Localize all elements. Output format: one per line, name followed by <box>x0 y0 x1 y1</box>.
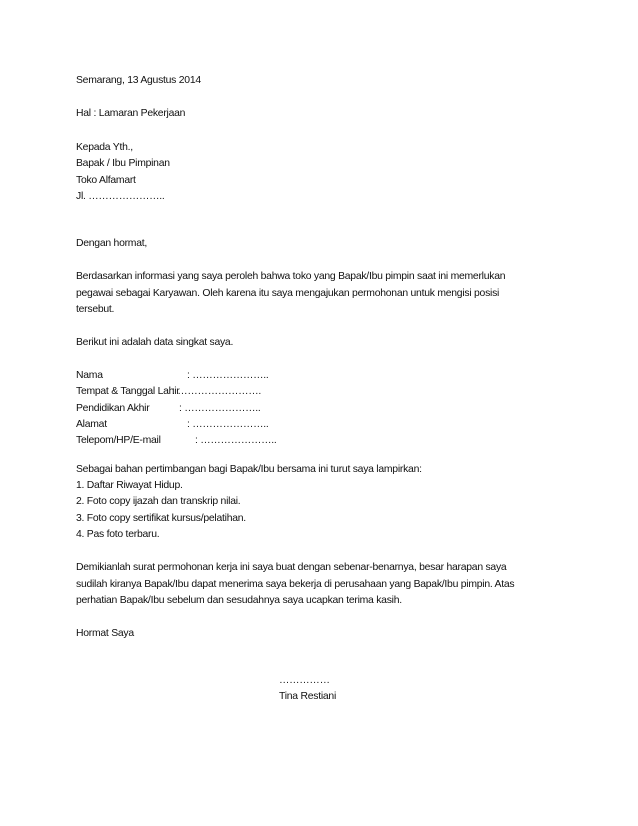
letter-date: Semarang, 13 Agustus 2014 <box>76 75 201 86</box>
intro-line: Berdasarkan informasi yang saya peroleh bahwa toko yang Bapak/Ibu pimpin saat ini memerlukan <box>76 271 506 282</box>
field-label: Nama <box>76 370 103 381</box>
field-value: : ………………….. <box>195 435 277 446</box>
list-item: 1. Daftar Riwayat Hidup. <box>76 480 183 491</box>
letter-subject: Hal : Lamaran Pekerjaan <box>76 108 186 119</box>
data-intro: Berikut ini adalah data singkat saya. <box>76 337 234 348</box>
list-item: 3. Foto copy sertifikat kursus/pelatihan. <box>76 513 246 524</box>
field-nama <box>76 369 336 382</box>
field-value: : ………………….. <box>179 403 261 414</box>
recipient-line: Jl. ………………….. <box>76 191 165 202</box>
signature-line: …………… <box>279 675 330 686</box>
salutation: Dengan hormat, <box>76 238 148 249</box>
intro-line: pegawai sebagai Karyawan. Oleh karena itu saya mengajukan permohonan untuk mengisi posisi <box>76 288 500 299</box>
regards: Hormat Saya <box>76 628 134 639</box>
recipient-line: Toko Alfamart <box>76 175 136 186</box>
field-pendidikan-akhir <box>76 402 336 415</box>
field-label: Pendidikan Akhir <box>76 403 150 414</box>
signer-name: Tina Restiani <box>279 691 337 702</box>
field-value: : ………………….. <box>187 370 269 381</box>
field-label: Tempat & Tanggal Lahir <box>76 386 180 397</box>
closing-line: sudilah kiranya Bapak/Ibu dapat menerima saya bekerja di perusahaan yang Bapak/Ibu pimpin. Atas <box>76 579 515 590</box>
field-label: Telepom/HP/E-mail <box>76 435 161 446</box>
attachments-intro: Sebagai bahan pertimbangan bagi Bapak/Ibu bersama ini turut saya lampirkan: <box>76 464 422 475</box>
recipient-line: Bapak / Ibu Pimpinan <box>76 158 170 169</box>
list-item: 4. Pas foto terbaru. <box>76 529 160 540</box>
closing-line: Demikianlah surat permohonan kerja ini saya buat dengan sebenar-benarnya, besar harapan saya <box>76 562 507 573</box>
field-telepon <box>76 434 336 447</box>
field-alamat <box>76 418 336 431</box>
closing-line: perhatian Bapak/Ibu sebelum dan sesudahnya saya ucapkan terima kasih. <box>76 595 402 606</box>
field-value: : ……………………. <box>172 386 262 397</box>
field-label: Alamat <box>76 419 107 430</box>
field-tempat-tanggal-lahir <box>76 385 336 398</box>
intro-line: tersebut. <box>76 304 115 315</box>
field-value: : ………………….. <box>187 419 269 430</box>
recipient-line: Kepada Yth., <box>76 142 133 153</box>
list-item: 2. Foto copy ijazah dan transkrip nilai. <box>76 496 241 507</box>
